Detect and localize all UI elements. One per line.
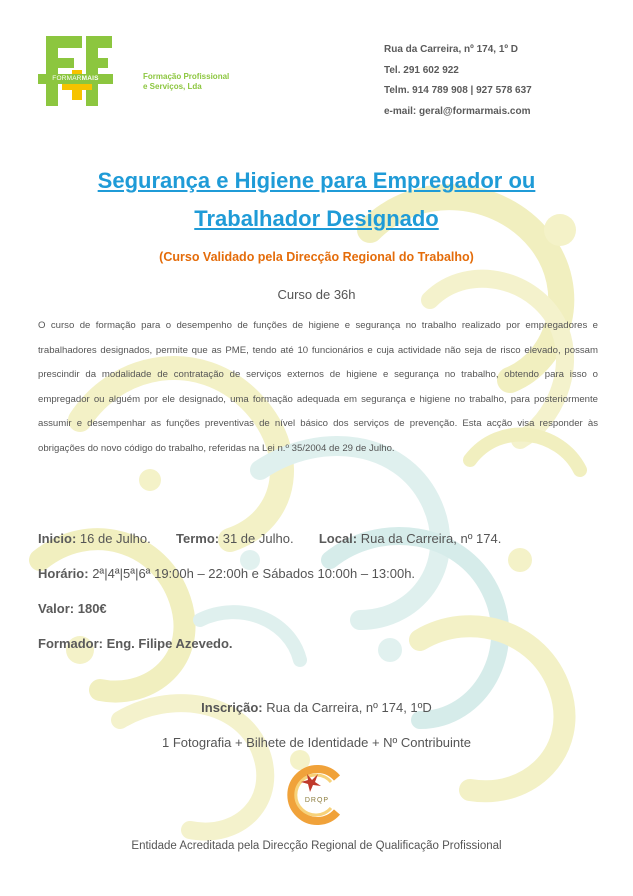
price-label: Valor: 180€: [38, 601, 107, 616]
start-value: 16 de Julho.: [79, 531, 151, 546]
registration-value: Rua da Carreira, nº 174, 1ºD: [266, 700, 432, 715]
registration-label: Inscrição:: [201, 700, 263, 715]
logo-wordmark: FORMARMAIS: [38, 74, 113, 84]
course-validation: (Curso Validado pela Direcção Regional do Trabalho): [159, 250, 474, 264]
end-value: 31 de Julho.: [222, 531, 294, 546]
accreditation-footer: Entidade Acreditada pela Direcção Regional de Qualificação Profissional: [131, 840, 502, 852]
company-line-2: e Serviços, Lda: [143, 82, 202, 91]
end-label: Termo:: [176, 531, 220, 546]
location-value: Rua da Carreira, nº 174.: [360, 531, 502, 546]
course-description: O curso de formação para o desempenho de funções de higiene e segurança no trabalho realizado por empregadores e trabalhadores designados, permite que as PME, tendo até 10 funcionários e cuja actividade não seja de risco elevado, possam prescindir da modalidade de contratação de serviços externos de higiene e segurança no trabalho, obtendo para isso o empregador ou alguém por ele designado, uma formação adequada em segurança e higiene no trabalho, para posteriormente assumir e desempenhar as funções preventivas de nível básico dos serviços de prevenção. Esta acção visa responder às obrigações do novo código do trabalho, referidas na Lei n.º 35/2004 de 29 de Julho.: [38, 320, 598, 454]
contact-address: Rua da Carreira, nº 174, 1º D: [384, 44, 519, 55]
schedule-label: Horário:: [38, 566, 89, 581]
price-row: [38, 601, 501, 636]
course-title-line-2: Trabalhador Designado: [194, 206, 439, 231]
registration-line: [40, 700, 593, 715]
course-duration: Curso de 36h: [277, 287, 356, 302]
trainer-row: [38, 636, 501, 671]
location-label: Local:: [318, 531, 358, 546]
drqp-logo-text: DRQP: [304, 797, 330, 804]
start-label: Inicio:: [38, 531, 77, 546]
course-details: [38, 531, 501, 671]
course-title-line-1: Segurança e Higiene para Empregador ou: [97, 168, 536, 193]
contact-phone: Tel. 291 602 922: [384, 64, 459, 76]
contact-mobile: Telm. 914 789 908 | 927 578 637: [384, 85, 532, 96]
drqp-logo-icon: [285, 764, 349, 826]
trainer-label: Formador: Eng. Filipe Azevedo.: [38, 636, 233, 651]
contact-email: e-mail: geral@formarmais.com: [384, 105, 531, 117]
schedule-value: 2ª|4ª|5ª|6ª 19:00h – 22:00h e Sábados 10:00h – 13:00h.: [92, 566, 416, 581]
company-name: [143, 72, 229, 92]
dates-row: [38, 531, 501, 566]
registration-requirements: 1 Fotografia + Bilhete de Identidade + Nº Contribuinte: [161, 735, 471, 750]
course-title: [40, 162, 593, 238]
schedule-row: [38, 566, 501, 601]
company-line-1: Formação Profissional: [143, 72, 230, 81]
formarmais-logo-icon: [38, 36, 113, 106]
contact-block: [384, 40, 532, 122]
